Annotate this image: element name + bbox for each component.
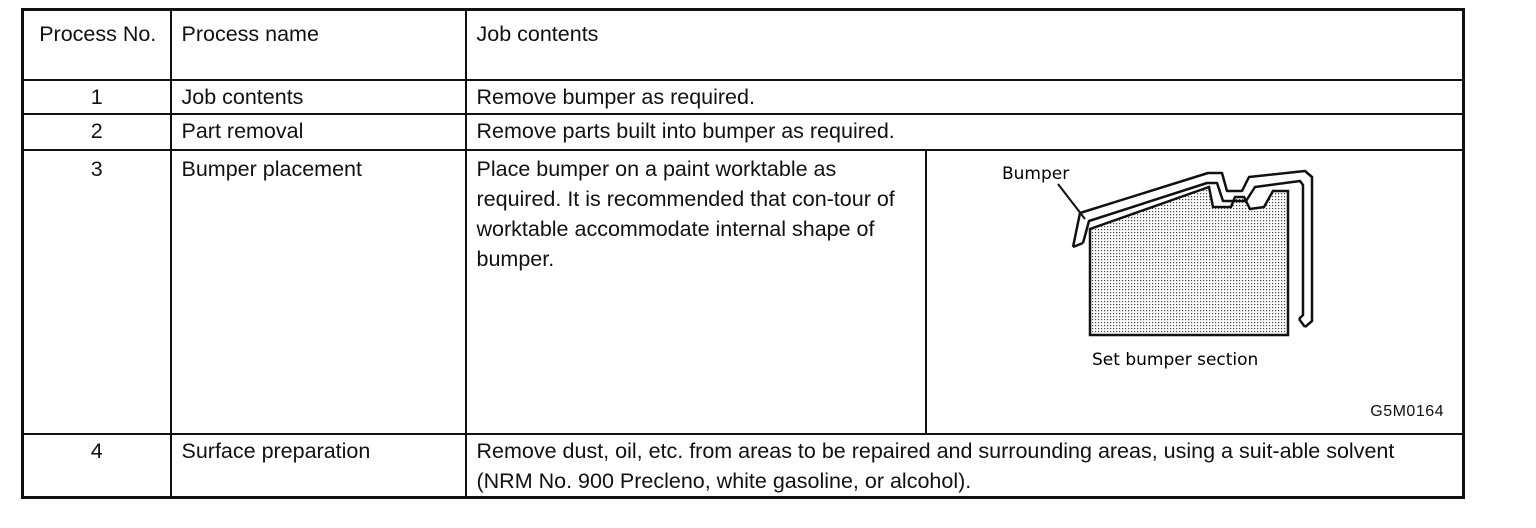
row-job-contents: Place bumper on a paint worktable as required. It is recommended that con-tour of worktable accommodate internal shape of bumper. bbox=[466, 150, 926, 434]
section-label: Set bumper section bbox=[1091, 349, 1258, 370]
row-process-name: Job contents bbox=[171, 80, 466, 114]
row-process-name: Part removal bbox=[171, 114, 466, 150]
row-job-contents: Remove parts built into bumper as required. bbox=[466, 114, 1464, 150]
bumper-label: Bumper bbox=[1001, 163, 1069, 184]
table-header-row bbox=[23, 10, 1464, 80]
figure-cell bbox=[926, 150, 1464, 434]
header-process-no: Process No. bbox=[23, 10, 171, 80]
header-process-name: Process name bbox=[171, 10, 466, 80]
row-process-no: 3 bbox=[23, 150, 171, 434]
process-table bbox=[21, 8, 1465, 499]
worktable-shape bbox=[1090, 187, 1288, 335]
header-job-contents: Job contents bbox=[466, 10, 1464, 80]
row-process-no: 4 bbox=[23, 434, 171, 498]
figure-code: G5M0164 bbox=[1370, 402, 1445, 420]
row-process-no: 2 bbox=[23, 114, 171, 150]
table-row bbox=[23, 114, 1464, 150]
row-job-contents: Remove bumper as required. bbox=[466, 80, 1464, 114]
table-row bbox=[23, 434, 1464, 498]
bumper-leader-line bbox=[1058, 184, 1085, 219]
table-row bbox=[23, 80, 1464, 114]
table-row bbox=[23, 150, 1464, 434]
row-job-contents: Remove dust, oil, etc. from areas to be repaired and surrounding areas, using a suit-able solvent (NRM No. 900 Precleno, white gasoline, or alcohol). bbox=[466, 434, 1464, 498]
bumper-section-figure bbox=[927, 151, 1463, 433]
row-process-name: Surface preparation bbox=[171, 434, 466, 498]
row-process-name: Bumper placement bbox=[171, 150, 466, 434]
row-process-no: 1 bbox=[23, 80, 171, 114]
